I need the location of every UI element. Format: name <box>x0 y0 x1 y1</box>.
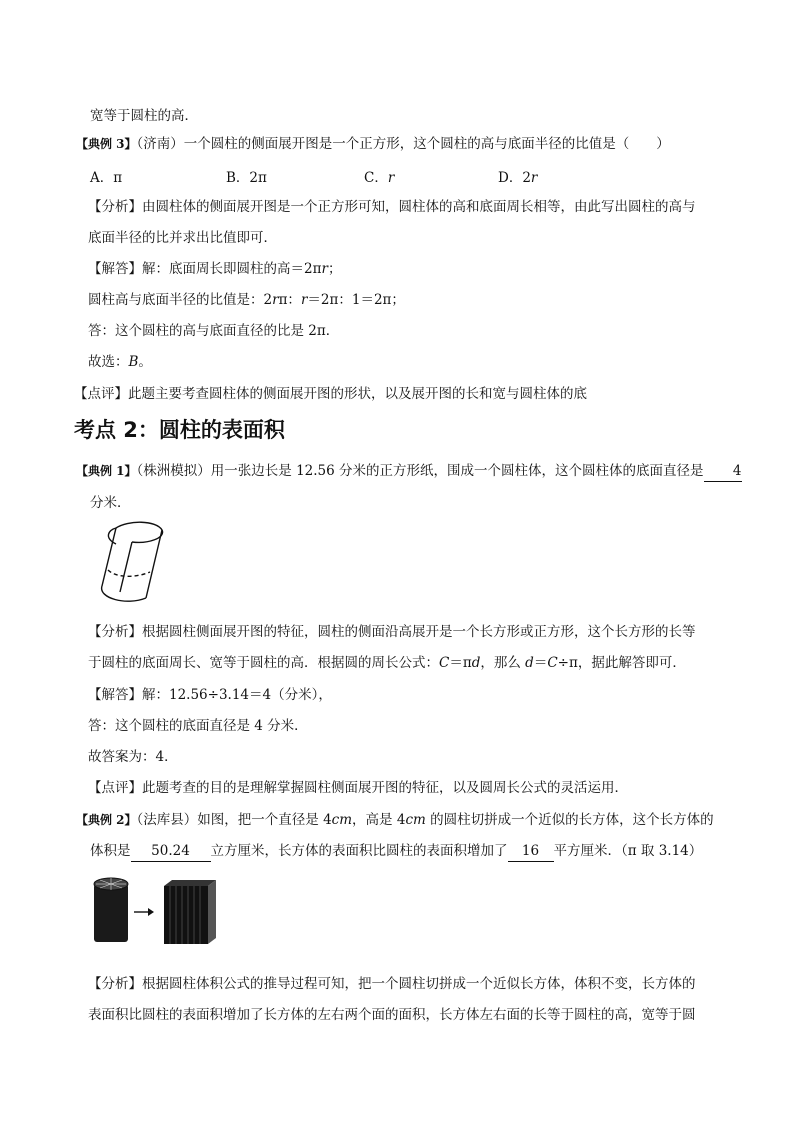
solution-line: 【解答】解：底面周长即圆柱的高＝2πr； <box>88 261 342 277</box>
text-line: 分米． <box>90 495 131 511</box>
analysis-line: 【分析】根据圆柱侧面展开图的特征，圆柱的侧面沿高展开是一个长方形或正方形，这个长方形的长等 <box>88 624 696 640</box>
section-heading: 考点 2：圆柱的表面积 <box>74 418 285 442</box>
analysis-line: 底面半径的比并求出比值即可． <box>88 230 277 246</box>
answer-line: 答：这个圆柱的底面直径是 4 分米． <box>88 718 308 734</box>
option-c: C．r <box>364 170 395 186</box>
answer-line: 故答案为：4． <box>88 749 178 765</box>
example-3 <box>76 134 670 154</box>
analysis-line: 【分析】根据圆柱体积公式的推导过程可知，把一个圆柱切拼成一个近似长方体，体积不变，长方体的 <box>88 976 696 992</box>
solution-line: 【解答】解：12.56÷3.14＝4（分米）， <box>88 687 332 703</box>
example-1: 【典例 1】（株洲模拟）用一张边长是 12.56 分米的正方形纸，围成一个圆柱体，这个圆柱体的底面直径是 4 <box>76 461 742 482</box>
option-a: A．π <box>90 170 123 186</box>
comment-line: 【点评】此题考查的目的是理解掌握圆柱侧面展开图的特征，以及圆周长公式的灵活运用． <box>88 780 628 796</box>
example-2: 【典例 2】（法库县）如图，把一个直径是 4cm，高是 4cm 的圆柱切拼成一个近似的长方体，这个长方体的 <box>76 812 714 828</box>
analysis-line: 【分析】由圆柱体的侧面展开图是一个正方形可知，圆柱体的高和底面周长相等，由此写出圆柱的高与 <box>88 199 696 215</box>
text-line: 宽等于圆柱的高． <box>90 108 198 124</box>
question-text: （济南）一个圆柱的侧面展开图是一个正方形，这个圆柱的高与底面半径的比值是（ ） <box>136 136 670 152</box>
answer-blank: 4 <box>704 461 742 482</box>
option-d: D．2r <box>498 170 538 186</box>
analysis-line: 表面积比圆柱的表面积增加了长方体的左右两个面的面积，长方体左右面的长等于圆柱的高，宽等于圆 <box>88 1007 696 1023</box>
example-tag: 【典例 2】 <box>76 813 137 827</box>
cylinder-sketch-figure <box>86 518 170 610</box>
comment-line: 【点评】此题主要考查圆柱体的侧面展开图的形状，以及展开图的长和宽与圆柱体的底 <box>74 386 587 402</box>
option-b: B．2π <box>226 170 267 186</box>
answer-line: 答：这个圆柱的高与底面直径的比是 2π． <box>88 323 340 339</box>
cylinder-to-cuboid-figure <box>92 876 222 948</box>
example-tag: 【典例 1】 <box>76 464 137 478</box>
answer-blank: 16 <box>508 841 554 862</box>
solution-line: 圆柱高与底面半径的比值是：2rπ：r＝2π：1＝2π； <box>88 292 405 308</box>
answer-blank: 50.24 <box>131 841 211 862</box>
analysis-line: 于圆柱的底面周长、宽等于圆柱的高．根据圆的周长公式：C＝πd，那么 d＝C÷π，据此解答即可． <box>88 655 686 671</box>
choice-line: 故选：B。 <box>88 354 152 370</box>
example-2-line-2: 体积是 50.24 立方厘米，长方体的表面积比圆柱的表面积增加了 16 平方厘米．（π 取 3.14） <box>90 841 702 862</box>
example-tag: 【典例 3】 <box>76 137 137 151</box>
